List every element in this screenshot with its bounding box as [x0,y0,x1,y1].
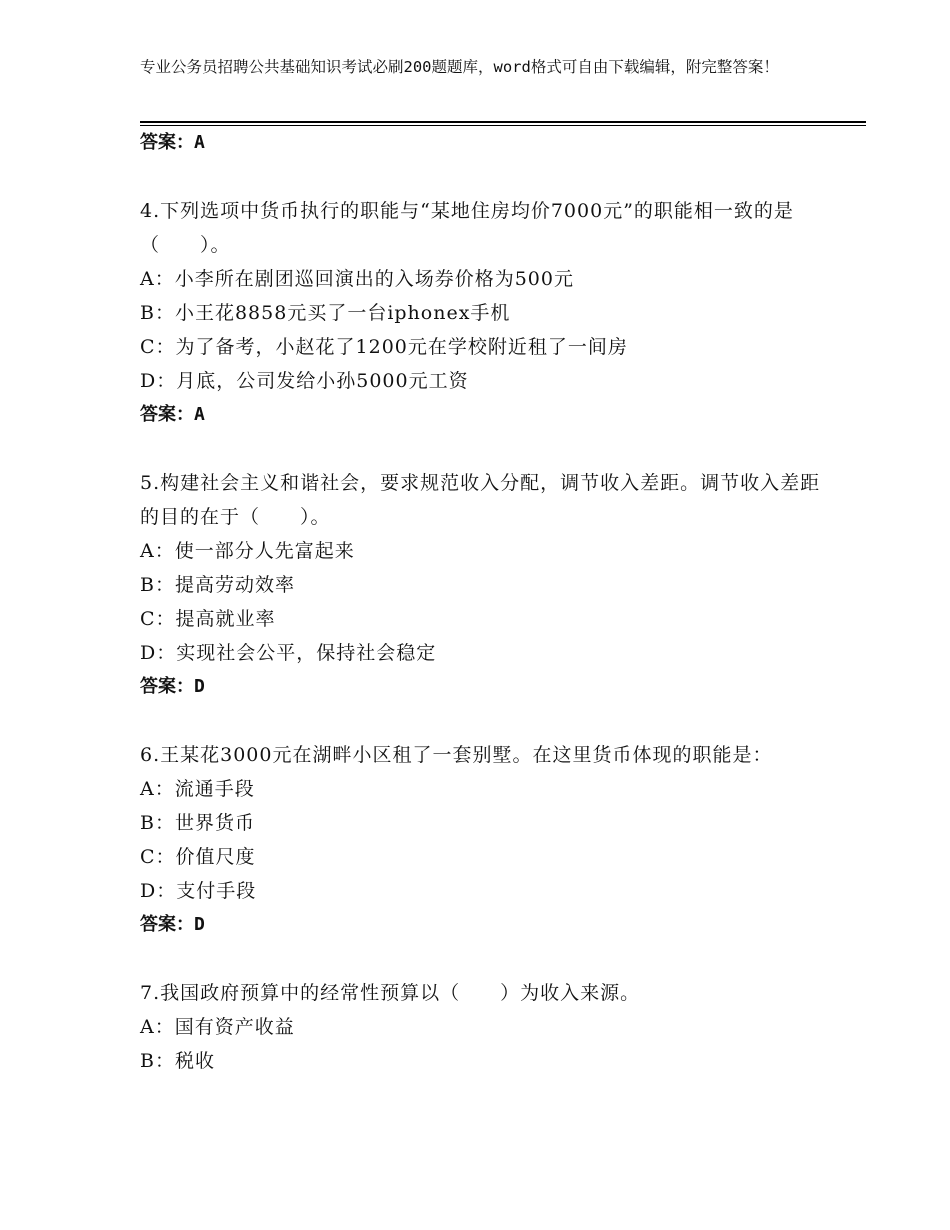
option-b: B：提高劳动效率 [140,574,295,596]
question-list [140,126,830,1078]
option-a: A：流通手段 [140,778,255,800]
question-stem: 4.下列选项中货币执行的职能与“某地住房均价7000元”的职能相一致的是（ ）。 [140,200,794,256]
question-6 [140,738,830,942]
option-a: A：国有资产收益 [140,1016,295,1038]
option-d: D：月底，公司发给小孙5000元工资 [140,370,469,392]
option-b: B：小王花8858元买了一台iphonex手机 [140,302,511,324]
header-rule-thick [140,121,866,123]
option-c: C：提高就业率 [140,608,276,630]
answer-label: 答案：D [140,914,205,935]
option-c: C：为了备考，小赵花了1200元在学校附近租了一间房 [140,336,628,358]
header-title: 专业公务员招聘公共基础知识考试必刷200题题库，word格式可自由下载编辑，附完整答案！ [140,58,779,76]
option-d: D：支付手段 [140,880,257,902]
question-stem: 7.我国政府预算中的经常性预算以（ ）为收入来源。 [140,982,641,1004]
question-5 [140,466,830,704]
answer-label: 答案：D [140,676,205,697]
option-a: A：小李所在剧团巡回演出的入场券价格为500元 [140,268,574,290]
question-stem: 5.构建社会主义和谐社会，要求规范收入分配，调节收入差距。调节收入差距的目的在于（ ）。 [140,472,821,528]
page-header [140,56,820,78]
option-a: A：使一部分人先富起来 [140,540,355,562]
answer-label: 答案：A [140,404,205,425]
option-b: B：世界货币 [140,812,255,834]
question-7 [140,976,830,1078]
option-b: B：税收 [140,1050,215,1072]
question-stem: 6.王某花3000元在湖畔小区租了一套别墅。在这里货币体现的职能是： [140,744,773,766]
option-d: D：实现社会公平，保持社会稳定 [140,642,437,664]
answer-label: 答案：A [140,132,205,153]
option-c: C：价值尺度 [140,846,256,868]
question-4 [140,194,830,432]
